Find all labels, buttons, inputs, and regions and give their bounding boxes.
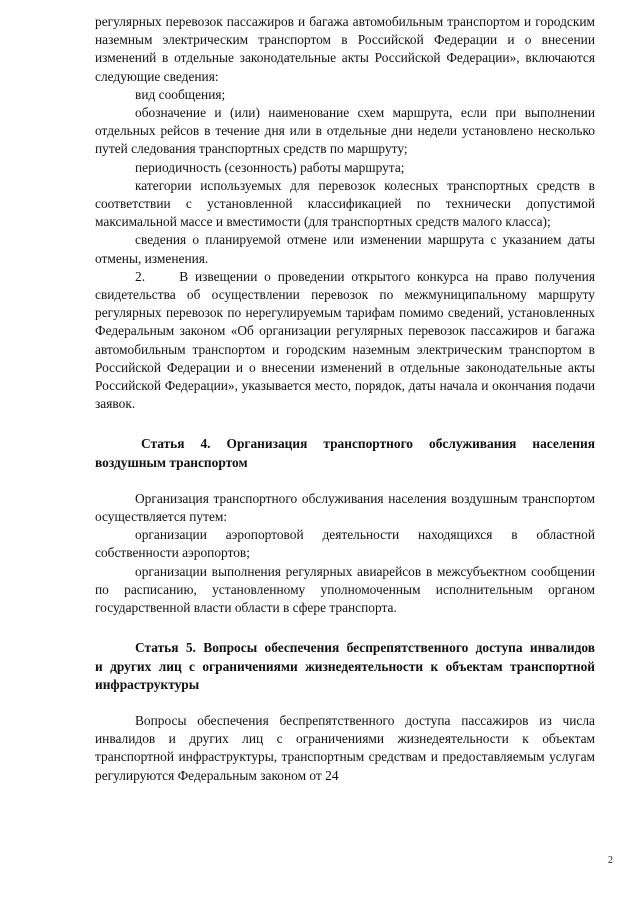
paragraph: регулярных перевозок пассажиров и багажа автомобильным транспортом и городским наземным электрическим транспортом в Российской Федерации и о внесении изменений в отдельные законодательные акты Российской Федерации», включаются следующие сведения: [95, 14, 595, 84]
paragraph: организации аэропортовой деятельности находящихся в областной собственности аэропортов; [95, 527, 595, 561]
document-body [95, 13, 595, 785]
paragraph: Вопросы обеспечения беспрепятственного доступа пассажиров из числа инвалидов и других лиц с ограничениями жизнедеятельности к объектам транспортной инфраструктуры, транспортным средствам и предоставляемым услугам регулируются Федеральным законом от 24 [95, 712, 595, 783]
paragraph: категории используемых для перевозок колесных транспортных средств в соответствии с установленной классификацией по технически допустимой максимальной массе и вместимости (для транспортных средств малого класса); [95, 177, 595, 230]
spacer [95, 694, 595, 712]
article-4-heading: Статья 4. Организация транспортного обслуживания населения воздушным транспортом [95, 436, 595, 470]
paragraph: вид сообщения; [135, 86, 226, 102]
page-number: 2 [608, 855, 613, 866]
paragraph: Организация транспортного обслуживания населения воздушным транспортом осуществляется путем: [95, 490, 595, 525]
paragraph: сведения о планируемой отмене или изменении маршрута с указанием даты отмены, изменения. [95, 232, 595, 266]
paragraph: 2. В извещении о проведении открытого конкурса на право получения свидетельства об осуществлении перевозок по межмуниципальному маршруту регулярных перевозок по нерегулируемым тарифам помимо сведений, установленных Федеральным законом «Об организации регулярных перевозок пассажиров и багажа автомобильным транспортом и городским наземным электрическим транспортом в Российской Федерации и о внесении изменений в отдельные законодательные акты Российской Федерации», указывается место, порядок, даты начала и окончания подачи заявок. [95, 268, 595, 412]
article-5-heading: Статья 5. Вопросы обеспечения беспрепятственного доступа инвалидов и других лиц с ограничениями жизнедеятельности к объектам транспортной инфраструктуры [95, 640, 595, 692]
paragraph: периодичность (сезонность) работы маршрута; [135, 159, 405, 175]
paragraph: организации выполнения регулярных авиарейсов в межсубъектном сообщении по расписанию, установленному уполномоченным исполнительным органом государственной власти области в сфере транспорта. [95, 563, 595, 616]
paragraph: обозначение и (или) наименование схем маршрута, если при выполнении отдельных рейсов в течение дня или в отдельные дни недели установлено несколько путей следования транспортных средств по маршруту; [95, 105, 595, 157]
spacer [95, 472, 595, 490]
